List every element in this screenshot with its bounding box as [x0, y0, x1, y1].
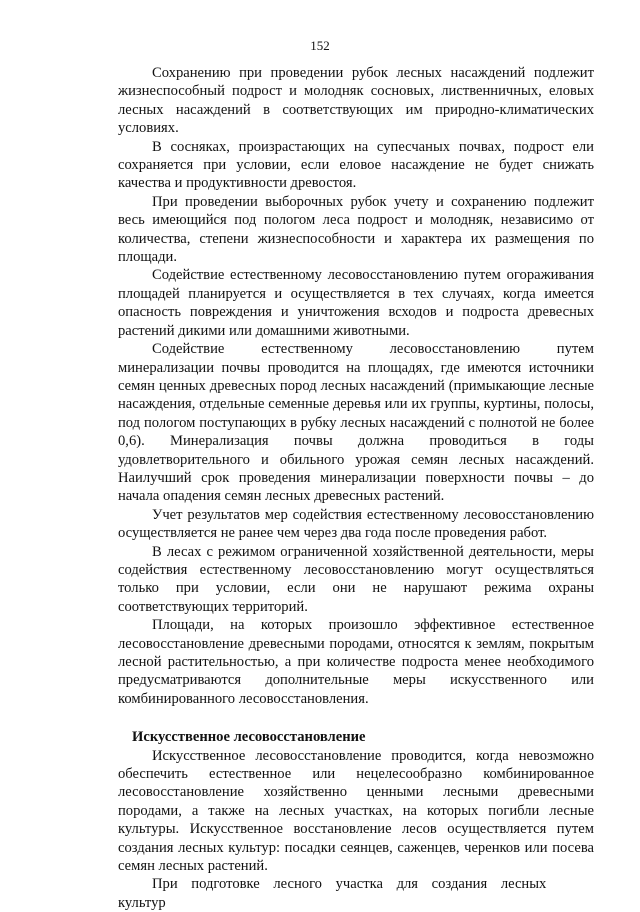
paragraph: Содействие естественному лесовосстановлению путем огораживания площадей планируется и осуществляется в тех случаях, когда имеется опасность повреждения и уничтожения всходов и подроста древесных растений дикими или домашними животными. [118, 267, 594, 339]
paragraph: В лесах с режимом ограниченной хозяйственной деятельности, меры содействия естественному лесовосстановлению могут осуществляться только при условии, если они не нарушают режима охраны соответствующих территорий. [118, 543, 594, 615]
paragraph: При проведении выборочных рубок учету и сохранению подлежит весь имеющийся под пологом леса подрост и молодняк, независимо от количества, степени жизнеспособности и характера их размещения по площади. [118, 193, 594, 266]
paragraph: При подготовке лесного участка для создания лесных культур [118, 876, 547, 911]
page-number: 152 [310, 38, 330, 53]
paragraph: Учет результатов мер содействия естественному лесовосстановлению осуществляется не ранее чем через два года после проведения работ. [118, 506, 594, 542]
document-body [118, 64, 594, 912]
paragraph: Площади, на которых произошло эффективное естественное лесовосстановление древесными породами, относятся к землям, покрытым лесной растительностью, а при количестве подроста менее необходимого предусматриваются дополнительные меры искусственного или комбинированного лесовосстановления. [118, 617, 594, 707]
paragraph: Искусственное лесовосстановление проводится, когда невозможно обеспечить естественное или нецелесообразно комбинированное лесовосстановление хозяйственно ценными лесными древесными породами, а также на лесных участках, на которых погибли лесные культуры. Искусственное восстановление лесов осуществляется путем создания лесных культур: посадки сеянцев, саженцев, черенков или посева семян лесных растений. [118, 747, 594, 875]
section-heading: Искусственное лесовосстановление [132, 729, 366, 746]
paragraph: В сосняках, произрастающих на супесчаных почвах, подрост ели сохраняется при условии, если еловое насаждение не будет снижать качества и продуктивности древостоя. [118, 138, 594, 192]
paragraph: Сохранению при проведении рубок лесных насаждений подлежит жизнеспособный подрост и молодняк сосновых, лиственничных, еловых лесных насаждений в соответствующих им природно-климатических условиях. [118, 65, 594, 137]
paragraph: Содействие естественному лесовосстановлению путем минерализации почвы проводится на площадях, где имеются источники семян ценных древесных пород лесных насаждений (примыкающие лесные насаждения, отдельные семенные деревья или их группы, куртины, полосы, под пологом поступающих в рубку лесных насаждений с полнотой не более 0,6). Минерализация почвы должна проводиться в годы удовлетворительного и обильного урожая семян лесных насаждений. Наилучший срок проведения минерализации поверхности почвы – до начала опадения семян лесных древесных растений. [118, 341, 594, 505]
